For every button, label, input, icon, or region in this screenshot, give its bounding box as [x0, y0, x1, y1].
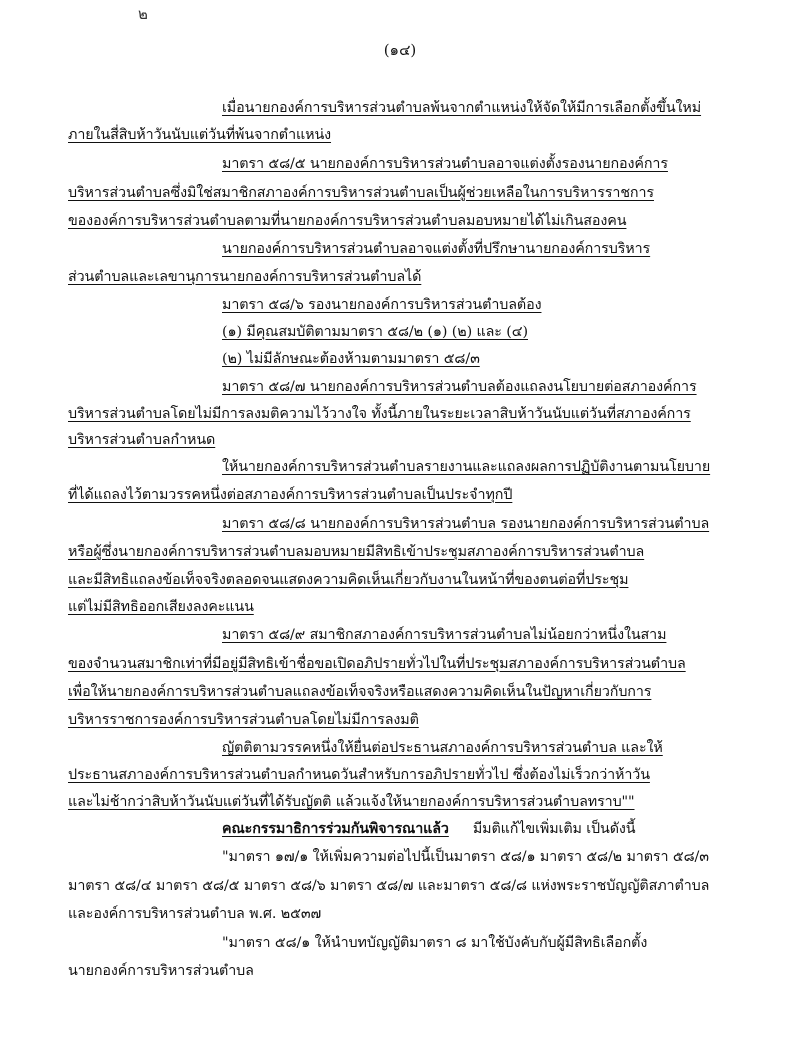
text-line: มาตรา ๕๘/๘ นายกองค์การบริหารส่วนตำบล รองนายกองค์การบริหารส่วนตำบล — [222, 516, 710, 532]
text-line: ประธานสภาองค์การบริหารส่วนตำบลกำหนดวันสำหรับการอภิปรายทั่วไป ซึ่งต้องไม่เร็วกว่าห้าวัน — [68, 767, 650, 783]
text-line: ของจำนวนสมาชิกเท่าที่มีอยู่มีสิทธิเข้าชื่อขอเปิดอภิปรายทั่วไปในที่ประชุมสภาองค์การบริหารส่วนตำบล — [68, 656, 686, 672]
text-line: ขององค์การบริหารส่วนตำบลตามที่นายกองค์การบริหารส่วนตำบลมอบหมายได้ไม่เกินสองคน — [68, 213, 627, 229]
text-line: (๒) ไม่มีลักษณะต้องห้ามตามมาตรา ๕๘/๓ — [222, 351, 480, 367]
text-line: บริหารราชการองค์การบริหารส่วนตำบลโดยไม่มีการลงมติ — [68, 712, 419, 728]
text-line: (๑) มีคุณสมบัติตามมาตรา ๕๘/๒ (๑) (๒) และ (๔) — [222, 324, 528, 340]
text-line: บริหารส่วนตำบลโดยไม่มีการลงมติความไว้วางใจ ทั้งนี้ภายในระยะเวลาสิบห้าวันนับแต่วันที่สภาองค์การ — [68, 406, 691, 422]
text-line: ที่ได้แถลงไว้ตามวรรคหนึ่งต่อสภาองค์การบริหารส่วนตำบลเป็นประจำทุกปี — [68, 487, 513, 503]
text-line: นายกองค์การบริหารส่วนตำบลอาจแต่งตั้งที่ปรึกษานายกองค์การบริหาร — [222, 241, 651, 257]
text-line: "มาตรา ๑๗/๑ ให้เพิ่มความต่อไปนี้เป็นมาตรา ๕๘/๑ มาตรา ๕๘/๒ มาตรา ๕๘/๓ — [222, 849, 709, 865]
text-line: และไม่ช้ากว่าสิบห้าวันนับแต่วันที่ได้รับญัตติ แล้วแจ้งให้นายกองค์การบริหารส่วนตำบลทราบ"" — [68, 794, 635, 810]
text-line: มาตรา ๕๘/๖ รองนายกองค์การบริหารส่วนตำบลต้อง — [222, 297, 542, 313]
committee-heading: คณะกรรมาธิการร่วมกันพิจารณาแล้ว — [222, 821, 449, 837]
text-line: ญัตติตามวรรคหนึ่งให้ยื่นต่อประธานสภาองค์การบริหารส่วนตำบล และให้ — [222, 740, 663, 756]
text-line: และองค์การบริหารส่วนตำบล พ.ศ. ๒๕๓๗ — [68, 906, 322, 922]
text-line: บริหารส่วนตำบลกำหนด — [68, 432, 216, 448]
text-line: แต่ไม่มีสิทธิออกเสียงลงคะแนน — [68, 599, 254, 615]
text-line — [222, 820, 635, 838]
text-line: มาตรา ๕๘/๙ สมาชิกสภาองค์การบริหารส่วนตำบลไม่น้อยกว่าหนึ่งในสาม — [222, 627, 667, 643]
page-number: (๑๔) — [383, 41, 417, 59]
text-line: ภายในสี่สิบห้าวันนับแต่วันที่พ้นจากตำแหน่ง — [68, 127, 332, 143]
committee-resolution: มีมติแก้ไขเพิ่มเติม เป็นดังนี้ — [472, 821, 636, 837]
text-line: มาตรา ๕๘/๗ นายกองค์การบริหารส่วนตำบลต้องแถลงนโยบายต่อสภาองค์การ — [222, 379, 697, 395]
text-line: มาตรา ๕๘/๕ นายกองค์การบริหารส่วนตำบลอาจแต่งตั้งรองนายกองค์การ — [222, 156, 668, 172]
text-line: และมีสิทธิแถลงข้อเท็จจริงตลอดจนแสดงความคิดเห็นเกี่ยวกับงานในหน้าที่ของตนต่อที่ประชุม — [68, 572, 629, 588]
corner-mark: ๒ — [138, 5, 148, 23]
text-line: นายกองค์การบริหารส่วนตำบล — [68, 963, 254, 979]
text-line: หรือผู้ซึ่งนายกองค์การบริหารส่วนตำบลมอบหมายมีสิทธิเข้าประชุมสภาองค์การบริหารส่วนตำบล — [68, 544, 645, 560]
text-line: มาตรา ๕๘/๔ มาตรา ๕๘/๕ มาตรา ๕๘/๖ มาตรา ๕๘/๗ และมาตรา ๕๘/๘ แห่งพระราชบัญญัติสภาตำบล — [68, 878, 710, 894]
text-line: เพื่อให้นายกองค์การบริหารส่วนตำบลแถลงข้อเท็จจริงหรือแสดงความคิดเห็นในปัญหาเกี่ยวกับการ — [68, 684, 652, 700]
text-line: ส่วนตำบลและเลขานุการนายกองค์การบริหารส่วนตำบลได้ — [68, 269, 422, 285]
text-line: บริหารส่วนตำบลซึ่งมิใช่สมาชิกสภาองค์การบริหารส่วนตำบลเป็นผู้ช่วยเหลือในการบริหารราชการ — [68, 185, 654, 201]
text-line: "มาตรา ๕๘/๑ ให้นำบทบัญญัติมาตรา ๘ มาใช้บังคับกับผู้มีสิทธิเลือกตั้ง — [222, 935, 648, 951]
text-line: เมื่อนายกองค์การบริหารส่วนตำบลพ้นจากตำแหน่งให้จัดให้มีการเลือกตั้งขึ้นใหม่ — [222, 100, 702, 116]
text-line: ให้นายกองค์การบริหารส่วนตำบลรายงานและแถลงผลการปฏิบัติงานตามนโยบาย — [222, 459, 711, 475]
